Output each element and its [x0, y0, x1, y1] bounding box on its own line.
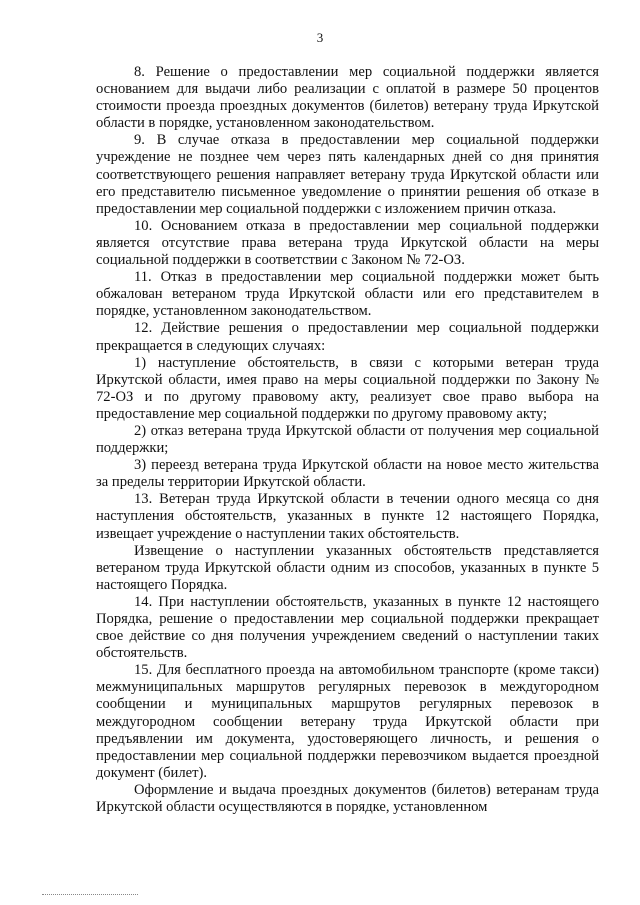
paragraph-13-notice: Извещение о наступлении указанных обстоятельств представляется ветераном труда Иркутской области одним из способов, указанных в пункте 5 настоящего Порядка.	[96, 542, 599, 593]
document-body	[96, 64, 599, 816]
paragraph-12-item-3: 3) переезд ветерана труда Иркутской области на новое место жительства за пределы территории Иркутской области.	[96, 457, 599, 491]
paragraph-12-item-2: 2) отказ ветерана труда Иркутской области от получения мер социальной поддержки;	[96, 422, 599, 457]
paragraph-8: 8. Решение о предоставлении мер социальной поддержки является основанием для выдачи либо реализации с оплатой в размере 50 процентов стоимости проезда проездных документов (билетов) ветерану труда Иркутской области в порядке, установленном законодательством.	[96, 64, 599, 132]
paragraph-10: 10. Основанием отказа в предоставлении мер социальной поддержки является отсутствие права ветерана труда Иркутской области на меры социальной поддержки в соответствии с Законом № 72-ОЗ.	[96, 217, 599, 269]
paragraph-12-item-1: 1) наступление обстоятельств, в связи с которыми ветеран труда Иркутской области, имея право на меры социальной поддержки по Закону № 72-ОЗ и по другому правовому акту, реализует свое право выбора на предоставление мер социальной поддержки по другому правовому акту;	[96, 354, 599, 422]
paragraph-11: 11. Отказ в предоставлении мер социальной поддержки может быть обжалован ветераном труда Иркутской области или его представителем в порядке, установленном законодательством.	[96, 269, 599, 320]
paragraph-14: 14. При наступлении обстоятельств, указанных в пункте 12 настоящего Порядка, решение о предоставлении мер социальной поддержки прекращает свое действие со дня получения учреждением сведений о наступлении таких обстоятельств.	[96, 593, 599, 662]
page-number: 3	[316, 30, 324, 45]
paragraph-12: 12. Действие решения о предоставлении мер социальной поддержки прекращается в следующих случаях:	[96, 320, 599, 354]
paragraph-15: 15. Для бесплатного проезда на автомобильном транспорте (кроме такси) межмуниципальных маршрутов регулярных перевозок в междугородном сообщении и муниципальных маршрутов регулярных перевозок в междугородном сообщении ветерану труда Иркутской области при предъявлении им документа, удостоверяющего личность, и решения о предоставлении мер социальной поддержки перевозчиком выдается проездной документ (билет).	[96, 662, 599, 781]
footer-rule	[42, 894, 138, 895]
paragraph-9: 9. В случае отказа в предоставлении мер социальной поддержки учреждение не позднее чем через пять календарных дней со дня принятия соответствующего решения направляет ветерану труда Иркутской области или его представителю письменное уведомление о принятии решения об отказе в предоставлении мер социальной поддержки с изложением причин отказа.	[96, 132, 599, 217]
paragraph-15-continuation: Оформление и выдача проездных документов (билетов) ветеранам труда Иркутской области осуществляются в порядке, установленном	[96, 781, 599, 816]
paragraph-13: 13. Ветеран труда Иркутской области в течении одного месяца со дня наступления обстоятельств, указанных в пункте 12 настоящего Порядка, извещает учреждение о наступлении таких обстоятельств.	[96, 491, 599, 542]
